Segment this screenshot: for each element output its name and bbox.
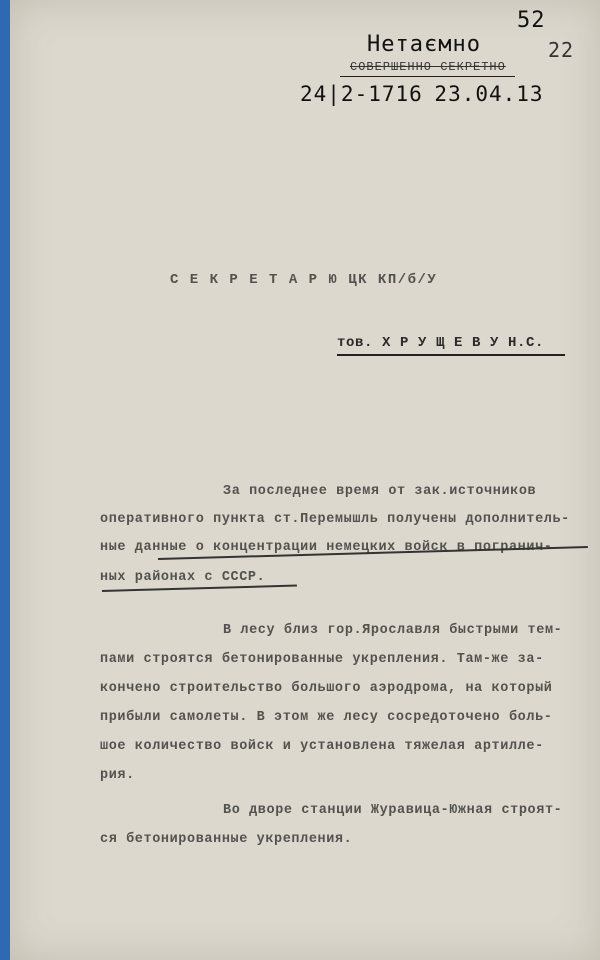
page-number-top: 52 [517,8,546,33]
page-number-side: 22 [548,38,575,62]
para1-line4: ных районах с СССР. [100,570,266,585]
para2-line1: В лесу близ гор.Ярославля быстрыми тем- [223,623,563,638]
para2-line2: пами строятся бетонированные укрепления. Там-же за- [100,652,544,667]
para2-line4: прибыли самолеты. В этом же лесу сосредоточено боль- [100,710,553,725]
para2-line5: шое количество войск и установлена тяжелая артилле- [100,739,544,754]
para1-line3: ные данные о концентрации немецких войск в погранич- [100,540,553,555]
scan-border [0,0,10,960]
para3-line1: Во дворе станции Журавица-Южная строят- [223,803,563,818]
archive-reference: 24|2-1716 23.04.13 [300,82,544,106]
addressee-name: тов. Х Р У Щ Е В У Н.С. [337,335,545,351]
addressee-underline [337,354,565,356]
classification-stamp: Нетаємно [367,32,481,57]
stamp-rule [340,76,515,77]
para1-line2: оперативного пункта ст.Перемышль получены дополнитель- [100,512,570,527]
para3-line2: ся бетонированные укрепления. [100,832,353,847]
struck-secret-stamp: СОВЕРШЕННО СЕКРЕТНО [350,60,506,74]
addressee-title: С Е К Р Е Т А Р Ю ЦК КП/б/У [170,272,438,288]
para1-line1: За последнее время от зак.источников [223,484,537,499]
document-page [10,0,600,960]
para2-line3: кончено строительство большого аэродрома, на который [100,681,553,696]
para2-line6: рия. [100,768,135,783]
para1-underline-b [102,585,297,592]
